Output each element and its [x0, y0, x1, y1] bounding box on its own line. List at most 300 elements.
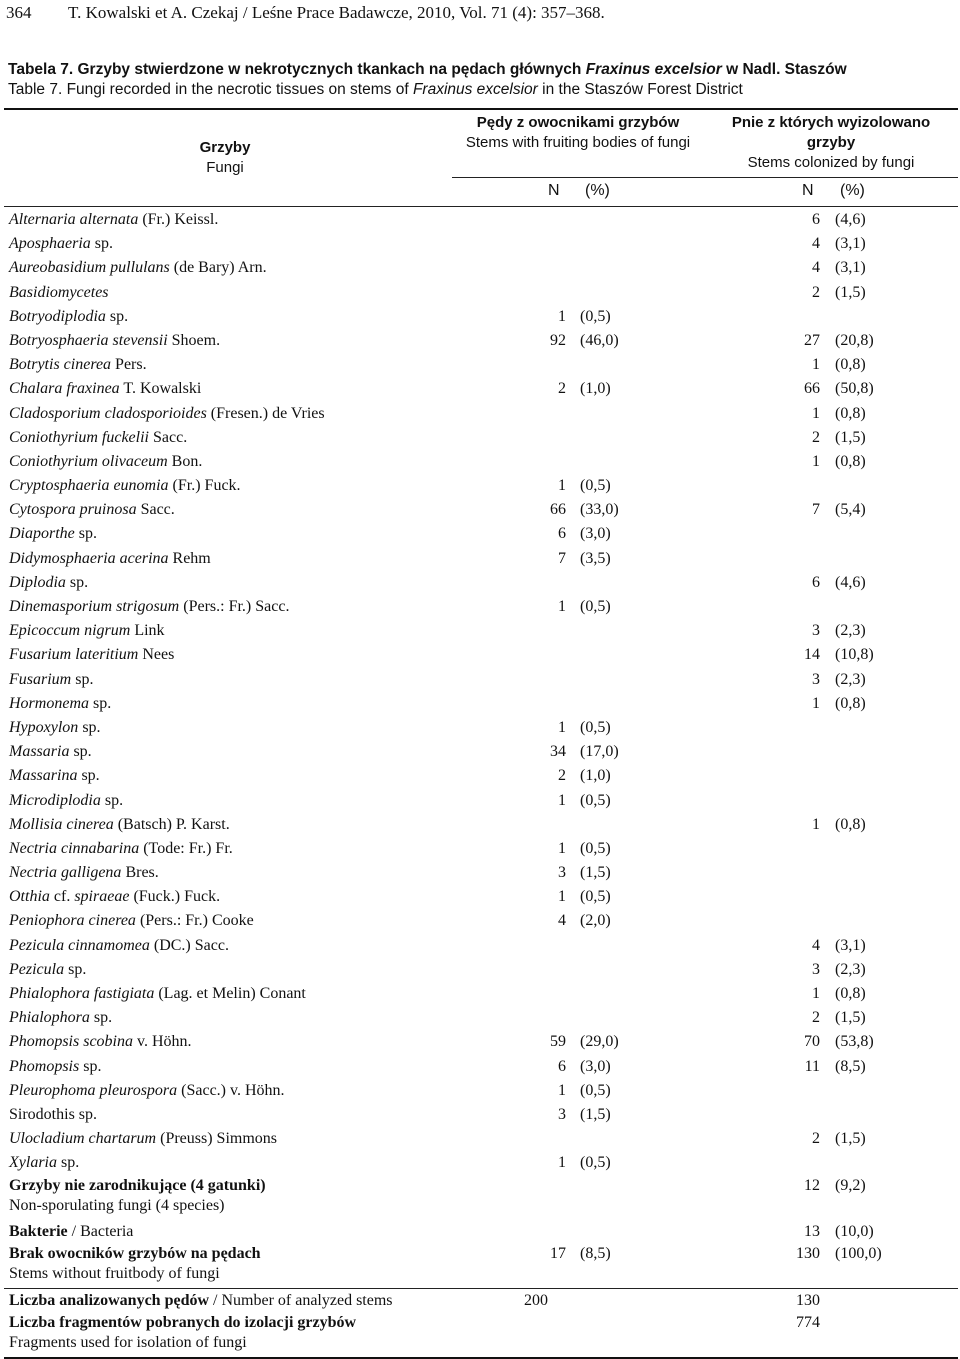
total-label-bold: Liczba fragmentów pobranych do izolacji grzybów [9, 1313, 357, 1331]
col1-pct-label: (%) [585, 182, 610, 199]
table-row [0, 1127, 960, 1151]
species-authority: Rehm [168, 549, 211, 567]
summary-label [9, 1176, 266, 1216]
cell-n1: 34 [550, 743, 566, 761]
species-authority: Sirodothis sp. [9, 1105, 98, 1123]
cell-p1: (0,5) [580, 477, 611, 495]
species-italic: Aureobasidium pullulans [9, 259, 170, 277]
cell-n2: 27 [804, 331, 820, 349]
table-row [0, 668, 960, 692]
total-cell-n2: 130 [796, 1291, 820, 1309]
species-authority: sp. [100, 791, 124, 809]
cell-p2: (0,8) [835, 356, 866, 374]
cell-n1: 3 [558, 1105, 566, 1123]
species-italic: Coniothyrium olivaceum [9, 452, 168, 470]
cell-p1: (2,0) [580, 912, 611, 930]
species-authority: Link [130, 622, 165, 640]
species-italic: Nectria cinnabarina [9, 839, 140, 857]
species-authority: sp. [65, 573, 89, 591]
species-name [9, 982, 306, 1006]
cell-p2: (4,6) [835, 573, 866, 591]
cell-n2: 4 [812, 259, 820, 277]
cell-p2: (3,1) [835, 259, 866, 277]
species-italic: Pezicula cinnamomea [9, 936, 150, 954]
col1-n-label: N [548, 182, 560, 199]
cell-n1: 7 [558, 549, 566, 567]
cell-p2: (1,5) [835, 428, 866, 446]
table-row [0, 208, 960, 232]
subheader-rule [452, 177, 958, 178]
table-row [0, 232, 960, 256]
cell-n2: 6 [812, 573, 820, 591]
cell-n2: 2 [812, 283, 820, 301]
total-cell-n1: 200 [524, 1291, 548, 1309]
cell-p2: (3,1) [835, 936, 866, 954]
species-authority: Pers. [111, 356, 147, 374]
cell-p1: (33,0) [580, 501, 619, 519]
summary-cell-p2: (9,2) [835, 1176, 866, 1194]
table-row [0, 522, 960, 546]
table-row [0, 402, 960, 426]
table-row [0, 1006, 960, 1030]
cell-p1: (0,5) [580, 598, 611, 615]
species-italic: Chalara fraxinea [9, 380, 120, 398]
cell-p1: (0,5) [580, 718, 611, 736]
cell-p2: (1,5) [835, 1009, 866, 1027]
total-row [0, 1289, 960, 1313]
table-row [0, 426, 960, 450]
table-row [0, 450, 960, 474]
running-header [6, 2, 946, 24]
cell-p2: (2,3) [835, 960, 866, 978]
column-header-fruiting [462, 113, 694, 153]
table-row [0, 595, 960, 619]
table-caption-en [8, 80, 952, 100]
cell-p1: (3,5) [580, 549, 611, 567]
species-italic: Xylaria [9, 1154, 57, 1172]
table-row [0, 909, 960, 933]
species-name [9, 958, 86, 982]
species-name [9, 377, 201, 401]
cell-n1: 2 [558, 767, 566, 785]
table-row [0, 353, 960, 377]
cell-n2: 3 [812, 622, 820, 640]
table-row [0, 813, 960, 837]
species-name [9, 1079, 285, 1103]
species-authority-2: (Fuck.) Fuck. [129, 888, 221, 906]
table-row [0, 281, 960, 305]
table-row [0, 837, 960, 861]
species-italic: Didymosphaeria acerina [9, 549, 169, 567]
species-italic: Phomopsis [9, 1057, 80, 1075]
species-authority: sp. [69, 743, 92, 761]
table-row [0, 1103, 960, 1127]
table-row [0, 716, 960, 740]
cell-n2: 1 [812, 815, 820, 833]
species-authority: (Fr.) Keissl. [138, 211, 219, 228]
cell-n2: 2 [812, 1130, 820, 1148]
species-italic: Cryptosphaeria eunomia [9, 477, 169, 495]
cell-n2: 70 [804, 1033, 820, 1051]
species-name [9, 353, 147, 377]
species-authority: sp. [78, 718, 101, 736]
table-row [0, 377, 960, 401]
cell-p2: (50,8) [835, 380, 874, 398]
table-row [0, 498, 960, 522]
cell-p2: (53,8) [835, 1033, 874, 1051]
table-row [0, 474, 960, 498]
cell-n2: 1 [812, 985, 820, 1002]
table-row [0, 885, 960, 909]
cell-n2: 11 [804, 1057, 820, 1075]
species-italic: Microdiplodia [9, 791, 101, 809]
species-authority: T. Kowalski [119, 380, 202, 398]
species-italic: Otthia [9, 888, 50, 906]
caption-pl-species: Fraxinus excelsior [585, 61, 722, 78]
species-italic: Alternaria alternata [9, 211, 139, 228]
cell-p2: (10,8) [835, 646, 874, 664]
cell-n2: 2 [812, 1009, 820, 1027]
cell-n2: 1 [812, 694, 820, 712]
species-authority: sp. [105, 307, 129, 325]
species-name [9, 619, 165, 643]
species-authority: (Lag. et Melin) Conant [154, 985, 306, 1002]
total-label-bold: Liczba analizowanych pędów [9, 1291, 210, 1309]
table-row [0, 619, 960, 643]
summary-cell-p2: (100,0) [835, 1244, 882, 1262]
species-italic: Phomopsis scobina [9, 1033, 133, 1051]
species-authority: sp. [79, 1057, 102, 1075]
table-row [0, 547, 960, 571]
species-italic: Hypoxylon [9, 718, 79, 736]
cell-n2: 14 [804, 646, 820, 664]
table-row [0, 329, 960, 353]
species-italic: Ulocladium chartarum [9, 1130, 157, 1148]
cell-p2: (2,3) [835, 670, 866, 688]
species-name [9, 281, 109, 305]
species-italic: Phialophora fastigiata [9, 985, 155, 1002]
cell-n2: 4 [812, 936, 820, 954]
cell-p1: (1,0) [580, 767, 611, 785]
species-authority: (Fresen.) de Vries [206, 404, 325, 422]
species-name [9, 861, 159, 885]
summary-cell-n1: 17 [550, 1244, 566, 1262]
table-row [0, 1079, 960, 1103]
cell-p2: (0,8) [835, 985, 866, 1002]
species-name [9, 764, 100, 788]
cell-p2: (0,8) [835, 694, 866, 712]
species-italic: Peniophora cinerea [9, 912, 136, 930]
species-italic: Botryosphaeria stevensii [9, 331, 168, 349]
species-italic: Aposphaeria [9, 235, 91, 253]
species-name [9, 498, 175, 522]
cell-p1: (1,5) [580, 864, 611, 882]
cell-n1: 4 [558, 912, 566, 930]
species-name [9, 1055, 101, 1079]
cell-p1: (0,5) [580, 888, 611, 906]
species-name [9, 716, 101, 740]
table-row [0, 861, 960, 885]
species-italic: Botryodiplodia [9, 307, 106, 325]
table-row [0, 740, 960, 764]
cell-p1: (3,0) [580, 525, 611, 543]
species-name [9, 643, 174, 667]
species-name [9, 1151, 79, 1175]
fungi-en-label: Fungi [206, 159, 244, 176]
cell-p1: (17,0) [580, 743, 619, 761]
cell-p1: (0,5) [580, 1081, 611, 1099]
species-authority: sp. [71, 670, 94, 688]
species-name [9, 668, 93, 692]
summary-label-bold: Brak owocników grzybów na pędach [9, 1244, 261, 1262]
cell-p2: (8,5) [835, 1057, 866, 1075]
cell-p1: (0,5) [580, 839, 611, 857]
species-name [9, 547, 211, 571]
header-bottom-rule [4, 206, 958, 207]
species-name [9, 1103, 97, 1127]
species-italic: Cladosporium cladosporioides [9, 404, 207, 422]
table-row [0, 692, 960, 716]
species-name [9, 595, 289, 619]
cell-n1: 59 [550, 1033, 566, 1051]
summary-label-tail: / Bacteria [67, 1222, 134, 1240]
species-authority: Bon. [167, 452, 203, 470]
caption-pl-suffix: w Nadl. Staszów [721, 61, 847, 78]
total-label [9, 1289, 393, 1313]
cell-p2: (2,3) [835, 622, 866, 640]
caption-pl-prefix: Tabela 7. Grzyby stwierdzone w nekrotycznych tkankach na pędach głównych [8, 61, 586, 78]
species-name [9, 450, 202, 474]
species-italic: Botrytis cinerea [9, 356, 112, 374]
cell-p2: (3,1) [835, 235, 866, 253]
species-italic: Pleurophoma pleurospora [9, 1081, 178, 1099]
cell-n1: 6 [558, 525, 566, 543]
species-authority: sp. [64, 960, 87, 978]
species-italic: Diplodia [9, 573, 66, 591]
species-authority: v. Höhn. [133, 1033, 192, 1051]
cell-n1: 1 [558, 307, 566, 325]
species-authority: (Preuss) Simmons [156, 1130, 278, 1148]
species-italic: Mollisia cinerea [9, 815, 114, 833]
cell-p2: (20,8) [835, 331, 874, 349]
summary-label-bold: Grzyby nie zarodnikujące (4 gatunki) [9, 1176, 266, 1194]
cell-n1: 1 [558, 1154, 566, 1172]
table-row [0, 1055, 960, 1079]
cell-n2: 3 [812, 960, 820, 978]
cell-n1: 1 [558, 598, 566, 615]
table-row [0, 643, 960, 667]
cell-n2: 1 [812, 452, 820, 470]
species-authority: (DC.) Sacc. [149, 936, 229, 954]
species-italic: Phialophora [9, 1009, 90, 1027]
summary-label-sub: Stems without fruitbody of fungi [9, 1264, 220, 1282]
total-label [9, 1313, 356, 1353]
table-row [0, 958, 960, 982]
cell-n2: 3 [812, 670, 820, 688]
citation: T. Kowalski et A. Czekaj / Leśne Prace Badawcze, 2010, Vol. 71 (4): 357–368. [68, 3, 605, 22]
species-authority: sp. [90, 235, 114, 253]
species-name [9, 692, 111, 716]
species-name [9, 909, 254, 933]
cell-n1: 6 [558, 1057, 566, 1075]
species-authority: sp. [89, 1009, 113, 1027]
table-body [0, 208, 960, 1359]
cell-p2: (0,8) [835, 452, 866, 470]
species-authority: (Batsch) P. Karst. [113, 815, 230, 833]
table-row [0, 1030, 960, 1054]
cell-n2: 1 [812, 404, 820, 422]
table-row [0, 571, 960, 595]
col1-pl-label: Pędy z owocnikami grzybów [476, 114, 680, 131]
cell-n1: 1 [558, 888, 566, 906]
table-row [0, 789, 960, 813]
species-name [9, 426, 187, 450]
species-italic: Nectria galligena [9, 864, 122, 882]
species-italic: Epicoccum nigrum [9, 622, 131, 640]
col2-pl-label: Pnie z których wyizolowano grzyby [731, 114, 931, 151]
summary-row [0, 1176, 960, 1220]
species-italic: Coniothyrium fuckelii [9, 428, 149, 446]
species-italic: Diaporthe [9, 525, 75, 543]
species-name [9, 474, 241, 498]
table-row [0, 1151, 960, 1175]
species-name [9, 256, 267, 280]
species-name [9, 740, 92, 764]
caption-en-prefix: Table 7. Fungi recorded in the necrotic tissues on stems of [8, 81, 413, 98]
cell-n1: 3 [558, 864, 566, 882]
total-label-sub: Fragments used for isolation of fungi [9, 1333, 247, 1351]
col2-pct-label: (%) [840, 182, 865, 199]
species-authority: Bres. [121, 864, 159, 882]
cell-p1: (1,5) [580, 1105, 611, 1123]
summary-label-sub: Non-sporulating fungi (4 species) [9, 1196, 225, 1214]
cell-n1: 1 [558, 791, 566, 809]
species-italic: Basidiomycetes [9, 283, 109, 301]
cell-n1: 66 [550, 501, 566, 519]
cell-n2: 2 [812, 428, 820, 446]
species-name [9, 208, 218, 232]
species-authority: Sacc. [136, 501, 175, 519]
species-italic: Dinemasporium strigosum [9, 598, 180, 615]
species-name [9, 1127, 277, 1151]
cell-n2: 6 [812, 211, 820, 228]
cell-p2: (1,5) [835, 1130, 866, 1148]
cell-n2: 1 [812, 356, 820, 374]
table-row [0, 764, 960, 788]
caption-en-species: Fraxinus excelsior [412, 81, 538, 98]
cell-n1: 1 [558, 839, 566, 857]
table-top-rule [4, 108, 958, 110]
species-name [9, 402, 325, 426]
cell-p1: (29,0) [580, 1033, 619, 1051]
species-name [9, 885, 220, 909]
species-name [9, 1030, 192, 1054]
species-name [9, 305, 128, 329]
col2-en-label: Stems colonized by fungi [747, 154, 915, 171]
species-authority: Sacc. [148, 428, 188, 446]
column-header-fungi [120, 138, 330, 178]
summary-label [9, 1220, 133, 1244]
species-italic: Hormonema [9, 694, 89, 712]
total-label-tail: / Number of analyzed stems [209, 1291, 393, 1309]
summary-cell-p2: (10,0) [835, 1222, 874, 1240]
cell-n1: 92 [550, 331, 566, 349]
caption-en-suffix: in the Staszów Forest District [537, 81, 743, 98]
cell-p2: (0,8) [835, 404, 866, 422]
species-name [9, 934, 229, 958]
page-number: 364 [6, 3, 32, 22]
summary-cell-n2: 12 [804, 1176, 820, 1194]
cell-n2: 4 [812, 235, 820, 253]
total-row [0, 1313, 960, 1357]
species-authority: (de Bary) Arn. [169, 259, 267, 277]
cell-p1: (3,0) [580, 1057, 611, 1075]
species-authority: sp. [74, 525, 98, 543]
species-name [9, 232, 113, 256]
species-authority: Shoem. [167, 331, 221, 349]
species-italic-2: spiraeae [74, 888, 130, 906]
cell-n2: 66 [804, 380, 820, 398]
species-authority: (Sacc.) v. Höhn. [177, 1081, 285, 1099]
table-row [0, 305, 960, 329]
cell-n1: 1 [558, 1081, 566, 1099]
cell-n1: 2 [558, 380, 566, 398]
cell-n2: 7 [812, 501, 820, 519]
summary-row [0, 1244, 960, 1288]
total-cell-n2: 774 [796, 1313, 820, 1331]
summary-label [9, 1244, 261, 1284]
column-header-colonized [712, 113, 950, 173]
table-row [0, 934, 960, 958]
species-authority: Nees [138, 646, 175, 664]
cell-p1: (0,5) [580, 791, 611, 809]
species-authority: sp. [57, 1154, 80, 1172]
species-name [9, 789, 123, 813]
summary-cell-p1: (8,5) [580, 1244, 611, 1262]
species-authority: sp. [77, 767, 100, 785]
summary-row [0, 1220, 960, 1244]
species-italic: Fusarium [9, 670, 72, 688]
summary-label-bold: Bakterie [9, 1222, 68, 1240]
cell-p1: (1,0) [580, 380, 611, 398]
cell-p1: (46,0) [580, 331, 619, 349]
species-authority: (Fr.) Fuck. [168, 477, 241, 495]
cell-n1: 1 [558, 718, 566, 736]
species-name [9, 329, 220, 353]
species-italic: Cytospora pruinosa [9, 501, 137, 519]
species-name [9, 571, 88, 595]
species-name [9, 522, 97, 546]
species-authority: (Pers.: Fr.) Cooke [135, 912, 254, 930]
col2-n-label: N [802, 182, 814, 199]
species-authority: cf. [49, 888, 75, 906]
species-authority: (Pers.: Fr.) Sacc. [179, 598, 290, 615]
table-row [0, 982, 960, 1006]
species-italic: Fusarium lateritium [9, 646, 139, 664]
cell-p2: (0,8) [835, 815, 866, 833]
fungi-pl-label: Grzyby [199, 139, 251, 156]
col1-en-label: Stems with fruiting bodies of fungi [465, 134, 691, 151]
species-italic: Massaria [9, 743, 70, 761]
cell-n1: 1 [558, 477, 566, 495]
cell-p1: (0,5) [580, 307, 611, 325]
species-italic: Massarina [9, 767, 78, 785]
summary-cell-n2: 130 [796, 1244, 820, 1262]
species-italic: Pezicula [9, 960, 65, 978]
species-name [9, 837, 233, 861]
cell-p2: (4,6) [835, 211, 866, 228]
cell-p1: (0,5) [580, 1154, 611, 1172]
